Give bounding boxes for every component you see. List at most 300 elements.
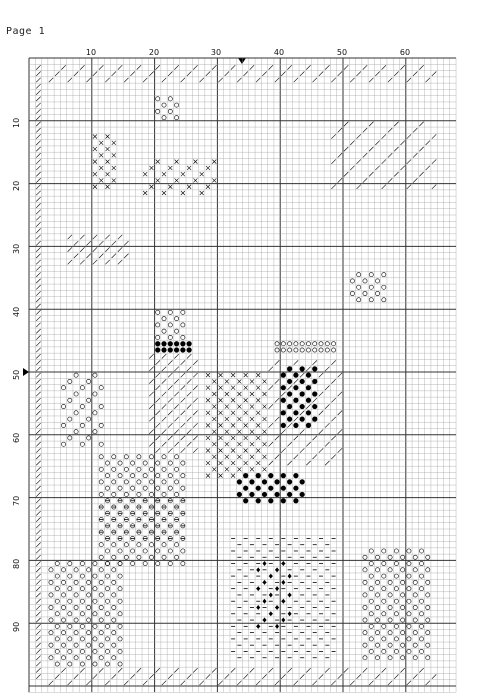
stitch-circle bbox=[156, 109, 160, 113]
stitch-diamond bbox=[256, 624, 260, 629]
stitch-diag bbox=[344, 172, 348, 176]
stitch-circle bbox=[112, 543, 116, 547]
stitch-circle bbox=[118, 461, 122, 465]
stitch-cross bbox=[156, 160, 160, 164]
stitch-diag bbox=[36, 266, 40, 270]
stitch-diamond bbox=[256, 605, 260, 610]
stitch-circle bbox=[112, 555, 116, 559]
stitch-circle bbox=[181, 474, 185, 478]
stitch-circle bbox=[105, 474, 109, 478]
stitch-dot bbox=[312, 391, 317, 396]
stitch-diag bbox=[168, 373, 172, 377]
stitch-diag bbox=[200, 78, 204, 82]
stitch-cross bbox=[106, 135, 110, 139]
stitch-diag bbox=[350, 78, 354, 82]
stitch-diag bbox=[193, 423, 197, 427]
stitch-diag bbox=[375, 72, 379, 76]
stitch-circle bbox=[388, 618, 392, 622]
stitch-circle bbox=[131, 486, 135, 490]
stitch-diag bbox=[350, 681, 354, 685]
stitch-circle bbox=[118, 474, 122, 478]
stitch-diag bbox=[369, 147, 373, 151]
stitch-diag bbox=[36, 637, 40, 641]
stitch-diag bbox=[331, 78, 335, 82]
stitch-circle bbox=[68, 398, 72, 402]
stitch-cross bbox=[225, 405, 229, 409]
stitch-circle bbox=[118, 561, 122, 565]
stitch-diag bbox=[181, 681, 185, 685]
stitch-diag bbox=[187, 72, 191, 76]
stitch-diag bbox=[287, 423, 291, 427]
stitch-diag bbox=[275, 436, 279, 440]
stitch-diag bbox=[419, 122, 423, 126]
stitch-circle bbox=[93, 411, 97, 415]
stitch-cross bbox=[143, 172, 147, 176]
row-number-90: 90 bbox=[12, 621, 21, 632]
stitch-diag bbox=[74, 674, 78, 678]
stitch-circle bbox=[413, 555, 417, 559]
stitch-diag bbox=[156, 360, 160, 364]
stitch-circle bbox=[325, 348, 329, 352]
stitch-circle bbox=[357, 273, 361, 277]
stitch-dot bbox=[243, 498, 248, 503]
stitch-diag bbox=[319, 448, 323, 452]
stitch-circle bbox=[112, 593, 116, 597]
stitch-dot bbox=[281, 385, 286, 390]
stitch-circle bbox=[74, 618, 78, 622]
stitch-diag bbox=[269, 442, 273, 446]
stitch-diag bbox=[413, 153, 417, 157]
stitch-diag bbox=[36, 367, 40, 371]
stitch-dot bbox=[243, 473, 248, 478]
stitch-circle bbox=[105, 612, 109, 616]
stitch-diag bbox=[74, 241, 78, 245]
stitch-cross bbox=[149, 185, 153, 189]
stitch-circle bbox=[162, 467, 166, 471]
stitch-cross bbox=[175, 160, 179, 164]
stitch-diag bbox=[262, 72, 266, 76]
stitch-cross bbox=[237, 392, 241, 396]
stitch-diag bbox=[112, 254, 116, 258]
stitch-dot bbox=[174, 347, 179, 352]
stitch-diag bbox=[68, 235, 72, 239]
stitch-dot bbox=[268, 498, 273, 503]
stitch-circle bbox=[357, 298, 361, 302]
stitch-circle bbox=[419, 561, 423, 565]
stitch-circle bbox=[168, 486, 172, 490]
stitch-circle bbox=[49, 593, 53, 597]
stitch-diag bbox=[225, 72, 229, 76]
stitch-dot bbox=[161, 347, 166, 352]
stitch-dot bbox=[187, 341, 192, 346]
stitch-circle bbox=[105, 637, 109, 641]
stitch-circle bbox=[105, 662, 109, 666]
stitch-diag bbox=[36, 153, 40, 157]
stitch-dot bbox=[293, 373, 298, 378]
stitch-circle bbox=[87, 631, 91, 635]
stitch-circle bbox=[105, 561, 109, 565]
stitch-circle bbox=[382, 587, 386, 591]
stitch-circle bbox=[394, 649, 398, 653]
stitch-diag bbox=[36, 203, 40, 207]
stitch-circle bbox=[174, 103, 178, 107]
stitch-cross bbox=[206, 185, 210, 189]
stitch-circle bbox=[357, 285, 361, 289]
stitch-diag bbox=[80, 65, 84, 69]
stitch-cross bbox=[263, 405, 267, 409]
stitch-circle bbox=[99, 423, 103, 427]
stitch-diag bbox=[162, 417, 166, 421]
stitch-circle bbox=[61, 386, 65, 390]
stitch-diag bbox=[331, 681, 335, 685]
stitch-circle bbox=[93, 599, 97, 603]
stitch-diag bbox=[168, 674, 172, 678]
stitch-cross bbox=[219, 373, 223, 377]
stitch-dot bbox=[293, 385, 298, 390]
stitch-circle bbox=[382, 649, 386, 653]
stitch-diag bbox=[225, 674, 229, 678]
stitch-dot bbox=[293, 423, 298, 428]
stitch-cross bbox=[149, 166, 153, 170]
stitch-diag bbox=[149, 354, 153, 358]
stitch-circle bbox=[275, 348, 279, 352]
stitch-circle bbox=[112, 467, 116, 471]
stitch-diag bbox=[112, 72, 116, 76]
stitch-diag bbox=[36, 172, 40, 176]
stitch-diag bbox=[294, 681, 298, 685]
stitch-diag bbox=[400, 166, 404, 170]
stitch-circle bbox=[426, 631, 430, 635]
stitch-cross bbox=[263, 455, 267, 459]
stitch-circle bbox=[55, 624, 59, 628]
stitch-diag bbox=[187, 354, 191, 358]
stitch-diag bbox=[149, 404, 153, 408]
stitch-circle bbox=[313, 342, 317, 346]
stitch-dot bbox=[249, 479, 254, 484]
stitch-circle bbox=[300, 348, 304, 352]
stitch-diag bbox=[174, 668, 178, 672]
stitch-circle bbox=[168, 109, 172, 113]
stitch-diag bbox=[306, 65, 310, 69]
stitch-cross bbox=[263, 392, 267, 396]
stitch-circle bbox=[419, 599, 423, 603]
stitch-circle bbox=[375, 656, 379, 660]
stitch-circle bbox=[105, 599, 109, 603]
stitch-circle bbox=[181, 561, 185, 565]
stitch-circle bbox=[124, 492, 128, 496]
stitch-diag bbox=[156, 423, 160, 427]
stitch-diag bbox=[269, 386, 273, 390]
stitch-diag bbox=[256, 78, 260, 82]
stitch-circle bbox=[413, 568, 417, 572]
stitch-circle bbox=[124, 455, 128, 459]
stitch-circle bbox=[363, 279, 367, 283]
stitch-diag bbox=[162, 681, 166, 685]
stitch-circle bbox=[68, 599, 72, 603]
stitch-diag bbox=[319, 411, 323, 415]
row-number-40: 40 bbox=[12, 306, 21, 317]
stitch-circle bbox=[331, 348, 335, 352]
stitch-diag bbox=[394, 147, 398, 151]
stitch-circle bbox=[162, 555, 166, 559]
stitch-cross bbox=[219, 423, 223, 427]
stitch-circle bbox=[49, 656, 53, 660]
stitch-diag bbox=[36, 417, 40, 421]
stitch-circle bbox=[407, 649, 411, 653]
stitch-diag bbox=[99, 254, 103, 258]
page-label: Page 1 bbox=[6, 26, 46, 37]
stitch-dot bbox=[268, 486, 273, 491]
stitch-diag bbox=[181, 436, 185, 440]
stitch-dot bbox=[187, 347, 192, 352]
stitch-diag bbox=[306, 367, 310, 371]
stitch-diag bbox=[36, 134, 40, 138]
stitch-diag bbox=[156, 668, 160, 672]
stitch-circle bbox=[388, 593, 392, 597]
stitch-circle bbox=[369, 549, 373, 553]
stitch-diag bbox=[187, 392, 191, 396]
stitch-circle bbox=[174, 492, 178, 496]
stitch-diag bbox=[174, 379, 178, 383]
stitch-diamond bbox=[263, 618, 267, 623]
stitch-diag bbox=[130, 72, 134, 76]
stitch-circle bbox=[168, 97, 172, 101]
stitch-circle bbox=[80, 587, 84, 591]
stitch-diag bbox=[382, 65, 386, 69]
stitch-diag bbox=[432, 674, 436, 678]
stitch-diag bbox=[388, 128, 392, 132]
stitch-diag bbox=[149, 392, 153, 396]
stitch-dot bbox=[293, 498, 298, 503]
stitch-circle bbox=[162, 480, 166, 484]
stitch-diag bbox=[162, 367, 166, 371]
stitch-diag bbox=[331, 417, 335, 421]
stitch-circle bbox=[99, 605, 103, 609]
stitch-circle bbox=[87, 656, 91, 660]
stitch-diag bbox=[61, 65, 65, 69]
stitch-diag bbox=[36, 630, 40, 634]
stitch-diag bbox=[105, 260, 109, 264]
stitch-diag bbox=[118, 247, 122, 251]
stitch-circle bbox=[156, 549, 160, 553]
stitch-cross bbox=[93, 185, 97, 189]
stitch-dot bbox=[249, 492, 254, 497]
stitch-circle bbox=[112, 492, 116, 496]
stitch-diag bbox=[36, 159, 40, 163]
stitch-cross bbox=[256, 449, 260, 453]
stitch-circle bbox=[413, 580, 417, 584]
stitch-diag bbox=[93, 260, 97, 264]
stitch-diag bbox=[168, 436, 172, 440]
stitch-dot bbox=[256, 473, 261, 478]
stitch-circle bbox=[112, 568, 116, 572]
stitch-diag bbox=[331, 436, 335, 440]
stitch-diag bbox=[212, 65, 216, 69]
stitch-diag bbox=[275, 379, 279, 383]
stitch-dot bbox=[287, 391, 292, 396]
stitch-diag bbox=[55, 72, 59, 76]
stitch-circle bbox=[401, 643, 405, 647]
stitch-circle bbox=[99, 580, 103, 584]
stitch-circle bbox=[382, 612, 386, 616]
stitch-diag bbox=[375, 141, 379, 145]
stitch-cross bbox=[231, 398, 235, 402]
stitch-diag bbox=[36, 323, 40, 327]
stitch-diag bbox=[269, 404, 273, 408]
stitch-diag bbox=[149, 674, 153, 678]
stitch-circle bbox=[49, 605, 53, 609]
stitch-diag bbox=[275, 78, 279, 82]
stitch-cross bbox=[237, 467, 241, 471]
stitch-diag bbox=[294, 455, 298, 459]
stitch-diag bbox=[36, 517, 40, 521]
stitch-circle bbox=[174, 467, 178, 471]
stitch-dot bbox=[281, 423, 286, 428]
stitch-circle bbox=[382, 624, 386, 628]
stitch-dot bbox=[312, 404, 317, 409]
stitch-circle bbox=[87, 618, 91, 622]
stitch-diag bbox=[344, 65, 348, 69]
stitch-circle bbox=[118, 486, 122, 490]
stitch-diag bbox=[74, 72, 78, 76]
stitch-circle bbox=[369, 624, 373, 628]
stitch-diamond bbox=[281, 580, 285, 585]
stitch-cross bbox=[231, 474, 235, 478]
stitch-circle bbox=[407, 637, 411, 641]
stitch-circle bbox=[369, 273, 373, 277]
stitch-circle bbox=[382, 561, 386, 565]
stitch-diag bbox=[432, 185, 436, 189]
stitch-diag bbox=[394, 122, 398, 126]
stitch-diag bbox=[344, 147, 348, 151]
stitch-circle bbox=[394, 624, 398, 628]
stitch-circle bbox=[93, 624, 97, 628]
stitch-circle bbox=[68, 561, 72, 565]
stitch-diag bbox=[269, 367, 273, 371]
stitch-diamond bbox=[263, 599, 267, 604]
stitch-dot bbox=[300, 417, 305, 422]
stitch-dot bbox=[287, 417, 292, 422]
stitch-circle bbox=[319, 348, 323, 352]
stitch-diag bbox=[193, 398, 197, 402]
stitch-circle bbox=[363, 593, 367, 597]
stitch-cross bbox=[212, 455, 216, 459]
stitch-cross bbox=[206, 436, 210, 440]
stitch-diag bbox=[181, 448, 185, 452]
stitch-circle bbox=[388, 643, 392, 647]
stitch-diamond bbox=[269, 574, 273, 579]
stitch-diag bbox=[419, 668, 423, 672]
stitch-dot bbox=[281, 498, 286, 503]
stitch-dot bbox=[155, 347, 160, 352]
stitch-diag bbox=[243, 674, 247, 678]
stitch-circle bbox=[87, 398, 91, 402]
stitch-circle bbox=[331, 342, 335, 346]
stitch-circle bbox=[394, 637, 398, 641]
stitch-diag bbox=[413, 128, 417, 132]
stitch-circle bbox=[68, 417, 72, 421]
stitch-diag bbox=[36, 178, 40, 182]
row-number-80: 80 bbox=[12, 558, 21, 569]
stitch-diag bbox=[331, 134, 335, 138]
stitch-circle bbox=[419, 649, 423, 653]
stitch-diag bbox=[394, 172, 398, 176]
stitch-diag bbox=[36, 65, 40, 69]
stitch-circle bbox=[288, 342, 292, 346]
stitch-cross bbox=[225, 467, 229, 471]
stitch-circle bbox=[99, 386, 103, 390]
stitch-cross bbox=[237, 417, 241, 421]
stitch-cross bbox=[200, 172, 204, 176]
stitch-diag bbox=[156, 373, 160, 377]
stitch-circle bbox=[413, 656, 417, 660]
stitch-diag bbox=[388, 153, 392, 157]
stitch-diag bbox=[338, 429, 342, 433]
stitch-diag bbox=[262, 674, 266, 678]
stitch-circle bbox=[162, 116, 166, 120]
stitch-diag bbox=[193, 436, 197, 440]
stitch-circle bbox=[124, 543, 128, 547]
stitch-circle bbox=[149, 543, 153, 547]
stitch-diag bbox=[331, 379, 335, 383]
stitch-diag bbox=[156, 436, 160, 440]
stitch-cross bbox=[212, 417, 216, 421]
stitch-diag bbox=[300, 448, 304, 452]
stitch-diag bbox=[143, 681, 147, 685]
stitch-circle bbox=[394, 587, 398, 591]
stitch-circle bbox=[426, 605, 430, 609]
stitch-diag bbox=[137, 65, 141, 69]
stitch-circle bbox=[162, 317, 166, 321]
stitch-diag bbox=[156, 448, 160, 452]
stitch-diag bbox=[269, 668, 273, 672]
stitch-diag bbox=[36, 78, 40, 82]
stitch-diag bbox=[99, 65, 103, 69]
stitch-diag bbox=[432, 72, 436, 76]
stitch-diag bbox=[36, 486, 40, 490]
stitch-diag bbox=[80, 247, 84, 251]
stitch-diag bbox=[36, 128, 40, 132]
stitch-diag bbox=[400, 65, 404, 69]
stitch-circle bbox=[87, 580, 91, 584]
stitch-circle bbox=[93, 637, 97, 641]
column-number-10: 10 bbox=[85, 48, 97, 57]
stitch-circle bbox=[363, 643, 367, 647]
stitch-diag bbox=[200, 681, 204, 685]
stitch-diag bbox=[294, 78, 298, 82]
stitch-dot bbox=[180, 347, 185, 352]
stitch-diamond bbox=[281, 618, 285, 623]
stitch-circle bbox=[407, 624, 411, 628]
stitch-diag bbox=[212, 668, 216, 672]
stitch-circle bbox=[174, 480, 178, 484]
stitch-diag bbox=[400, 668, 404, 672]
stitch-diag bbox=[168, 360, 172, 364]
stitch-diag bbox=[426, 141, 430, 145]
stitch-circle bbox=[156, 561, 160, 565]
stitch-diag bbox=[369, 681, 373, 685]
stitch-diag bbox=[338, 178, 342, 182]
stitch-circle bbox=[112, 643, 116, 647]
stitch-cross bbox=[206, 166, 210, 170]
stitch-circle bbox=[74, 568, 78, 572]
stitch-cross bbox=[219, 386, 223, 390]
stitch-diag bbox=[174, 404, 178, 408]
stitch-circle bbox=[181, 486, 185, 490]
stitch-circle bbox=[369, 298, 373, 302]
stitch-cross bbox=[263, 430, 267, 434]
stitch-circle bbox=[407, 587, 411, 591]
